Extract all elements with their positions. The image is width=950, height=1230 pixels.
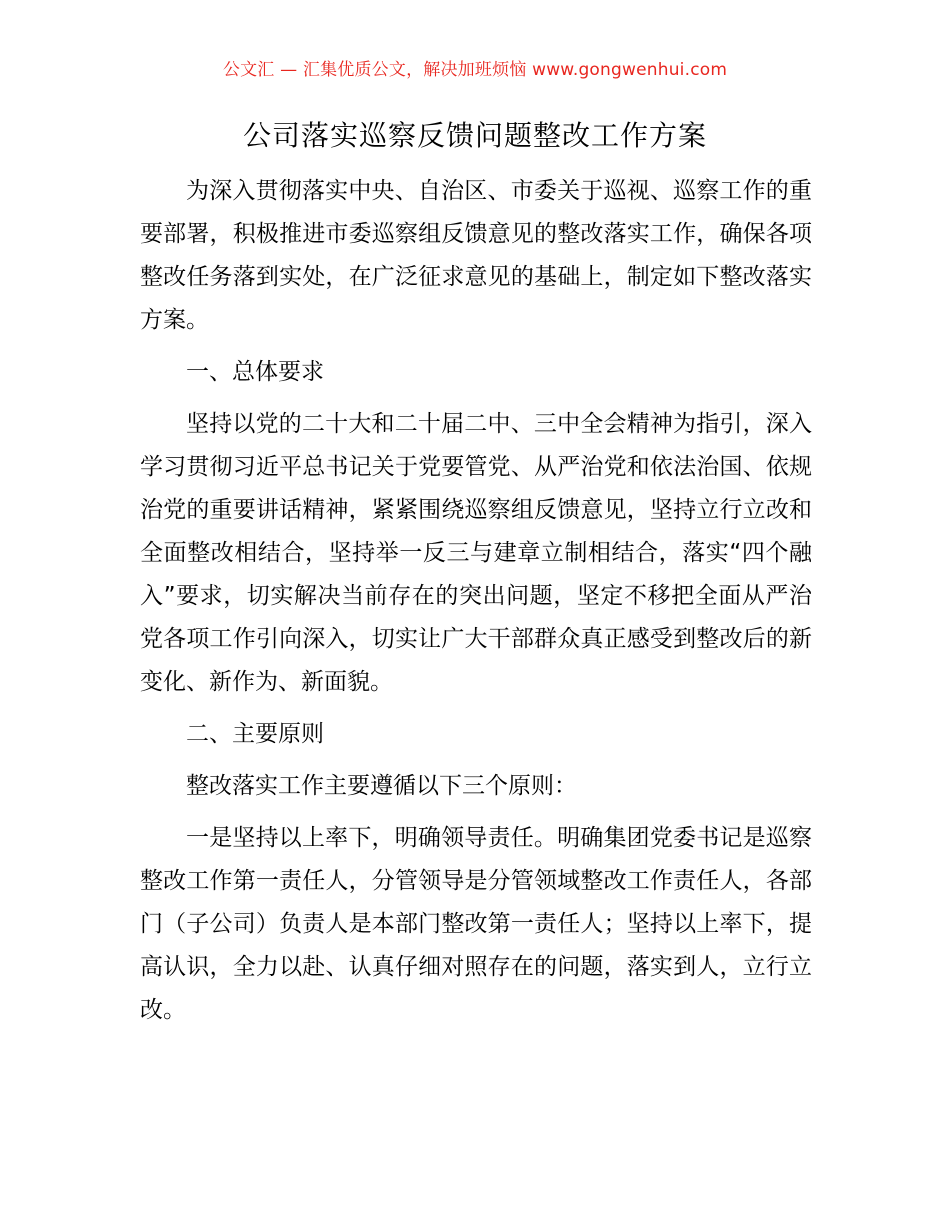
principles-intro-paragraph: 整改落实工作主要遵循以下三个原则： [186,773,577,799]
intro-paragraph: 为深入贯彻落实中央、自治区、市委关于巡视、巡察工作的重要部署，积极推进市委巡察组反馈意见的整改落实工作，确保各项整改任务落到实处，在广泛征求意见的基础上，制定如下整改落实方案。 [140,178,812,333]
section-heading-main-principles: 二、主要原则 [186,721,324,747]
general-requirements-paragraph: 坚持以党的二十大和二十届二中、三中全会精神为指引，深入学习贯彻习近平总书记关于党要管党、从严治党和依法治国、依规治党的重要讲话精神，紧紧围绕巡察组反馈意见，坚持立行立改和全面整改相结合，坚持举一反三与建章立制相结合，落实“四个融入”要求，切实解决当前存在的突出问题，坚定不移把全面从严治党各项工作引向深入，切实让广大干部群众真正感受到整改后的新变化、新作为、新面貌。 [140,411,812,695]
document-body [140,170,812,1041]
header-banner: 公文汇 — 汇集优质公文，解决加班烦恼 www.gongwenhui.com [222,60,728,80]
principle-one-paragraph: 一是坚持以上率下，明确领导责任。明确集团党委书记是巡察整改工作第一责任人，分管领导是分管领域整改工作责任人，各部门（子公司）负责人是本部门整改第一责任人；坚持以上率下，提高认识，全力以赴、认真仔细对照存在的问题，落实到人，立行立改。 [140,825,812,1023]
document-title: 公司落实巡察反馈问题整改工作方案 [242,119,707,152]
section-heading-general-requirements: 一、总体要求 [186,359,324,385]
